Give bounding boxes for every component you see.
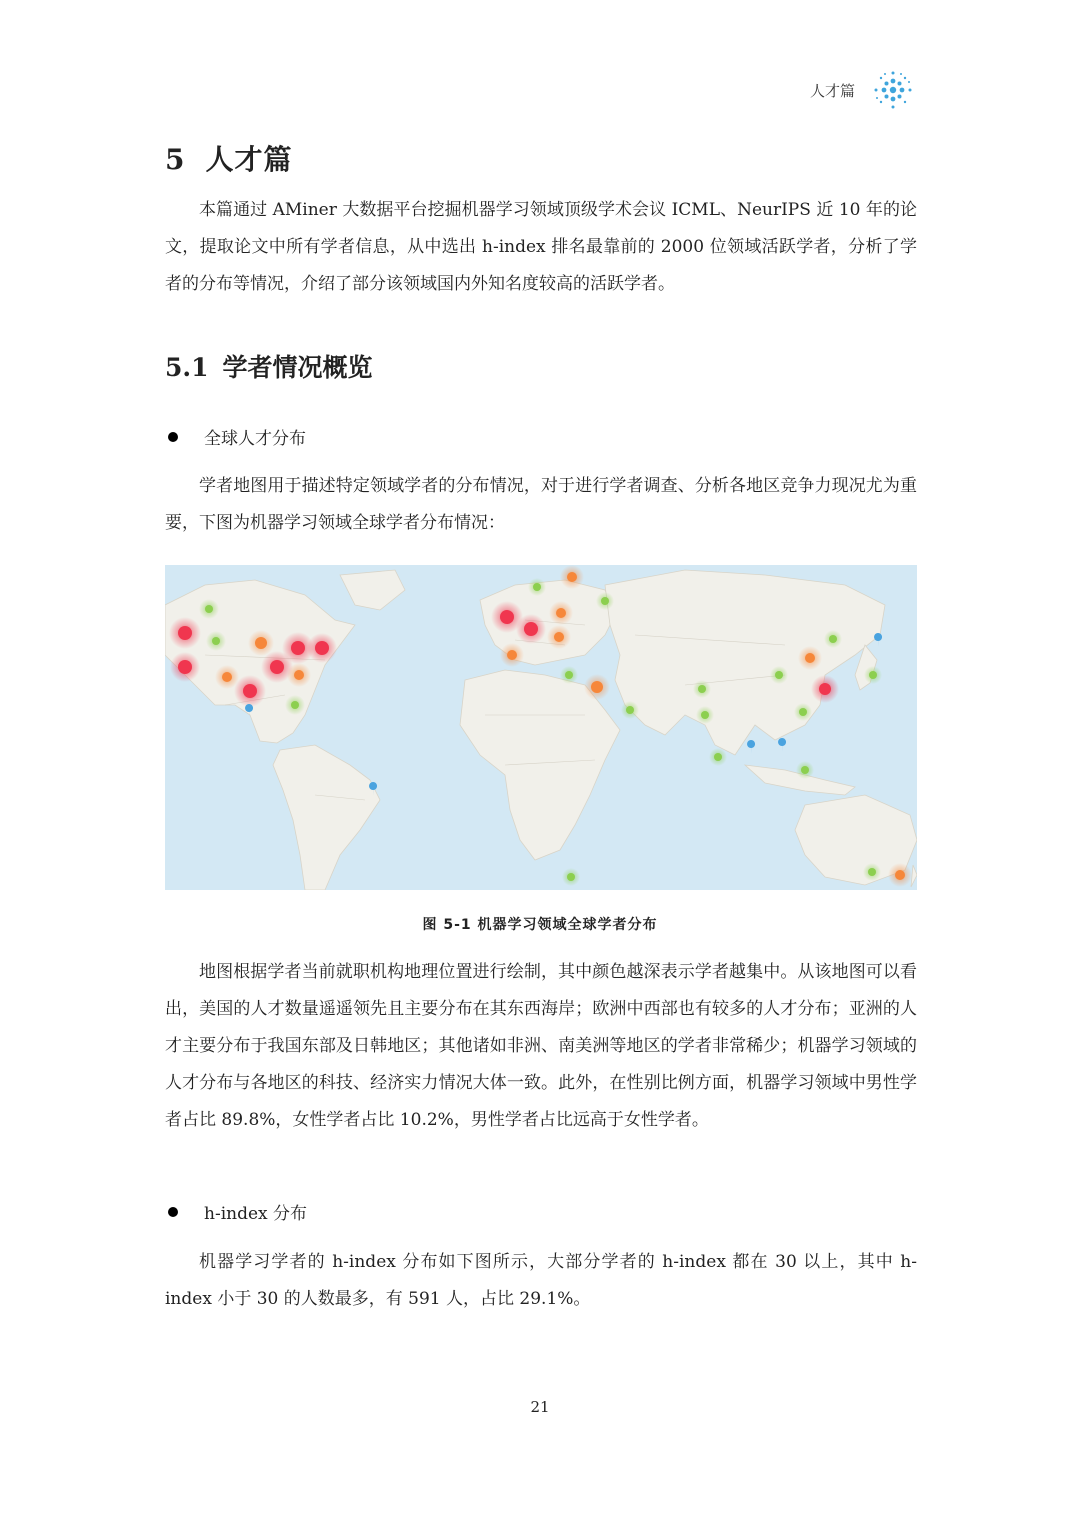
map-description-paragraph: 地图根据学者当前就职机构地理位置进行绘制，其中颜色越深表示学者越集中。从该地图可以看出，美国的人才数量遥遥领先且主要分布在其东西海岸；欧洲中西部也有较多的人才分布；亚洲的人才主要分布于我国东部及日韩地区；其他诸如非洲、南美洲等地区的学者非常稀少；机器学习领域的人才分布与各地区的科技、经济实力情况大体一致。此外，在性别比例方面，机器学习领域中男性学者占比 89.8%，女性学者占比 10.2%，男性学者占比远高于女性学者。 [165, 962, 917, 1130]
cluster-marker-mid [556, 608, 566, 618]
bullet-dot-icon [168, 1207, 178, 1217]
cluster-marker-low [801, 766, 809, 774]
cluster-marker-low [869, 671, 877, 679]
running-header [810, 68, 915, 112]
header-section-label: 人才篇 [809, 81, 855, 100]
cluster-marker-low [205, 605, 213, 613]
chapter-number: 5 [165, 143, 186, 176]
cluster-marker-mid [805, 653, 815, 663]
cluster-marker-mid [591, 681, 603, 693]
cluster-marker-low [829, 635, 837, 643]
cluster-marker-high [315, 641, 329, 655]
cluster-marker-low [799, 708, 807, 716]
bullet-label: h-index 分布 [204, 1204, 308, 1224]
cluster-marker-mid [255, 637, 267, 649]
cluster-marker-low [601, 597, 609, 605]
cluster-marker-mid [554, 632, 564, 642]
cluster-marker-low [698, 685, 706, 693]
cluster-marker-high [819, 683, 831, 695]
bullet-label: 全球人才分布 [204, 429, 306, 449]
bullet-global-talent [165, 424, 306, 449]
cluster-marker-mid [567, 572, 577, 582]
cluster-marker-low [212, 637, 220, 645]
cluster-marker-low [567, 873, 575, 881]
cluster-marker-low [291, 701, 299, 709]
page-number: 21 [530, 1398, 550, 1416]
map-intro-paragraph: 学者地图用于描述特定领域学者的分布情况，对于进行学者调查、分析各地区竞争力现况尤为重要，下图为机器学习领域全球学者分布情况： [165, 476, 917, 533]
cluster-marker-high [178, 626, 192, 640]
cluster-marker-low [868, 868, 876, 876]
cluster-marker-low [533, 583, 541, 591]
section-title: 学者情况概览 [222, 353, 373, 382]
intro-paragraph: 本篇通过 AMiner 大数据平台挖掘机器学习领域顶级学术会议 ICML、NeurIPS 近 10 年的论文，提取论文中所有学者信息，从中选出 h-index 排名最靠前的 2000 位领域活跃学者，分析了学者的分布等情况，介绍了部分该领域国内外知名度较高的活跃学者。 [165, 200, 917, 294]
section-heading [165, 348, 373, 384]
section-number: 5.1 [165, 353, 209, 382]
chapter-heading [165, 138, 293, 178]
cluster-marker-high [524, 622, 538, 636]
cluster-marker-low [775, 671, 783, 679]
cluster-marker-mid [895, 870, 905, 880]
cluster-marker-low [714, 753, 722, 761]
dot-cluster-logo-icon [871, 68, 915, 112]
cluster-marker-mid [222, 672, 232, 682]
cluster-marker-low [701, 711, 709, 719]
figure-caption: 图 5-1 机器学习领域全球学者分布 [422, 917, 658, 933]
hindex-paragraph: 机器学习学者的 h-index 分布如下图所示，大部分学者的 h-index 都在 30 以上，其中 h-index 小于 30 的人数最多，有 591 人，占比 29.1%。 [165, 1252, 917, 1309]
cluster-marker-high [243, 684, 257, 698]
world-scholar-map [165, 565, 917, 890]
bullet-hindex [165, 1199, 307, 1224]
cluster-marker-high [270, 660, 284, 674]
cluster-marker-high [178, 660, 192, 674]
bullet-dot-icon [168, 432, 178, 442]
cluster-marker-low [565, 671, 573, 679]
cluster-marker-mid [507, 650, 517, 660]
cluster-marker-high [291, 641, 305, 655]
chapter-title: 人才篇 [205, 143, 293, 176]
cluster-marker-low [626, 706, 634, 714]
cluster-marker-high [500, 610, 514, 624]
world-map-svg [165, 565, 917, 890]
cluster-marker-mid [294, 670, 304, 680]
